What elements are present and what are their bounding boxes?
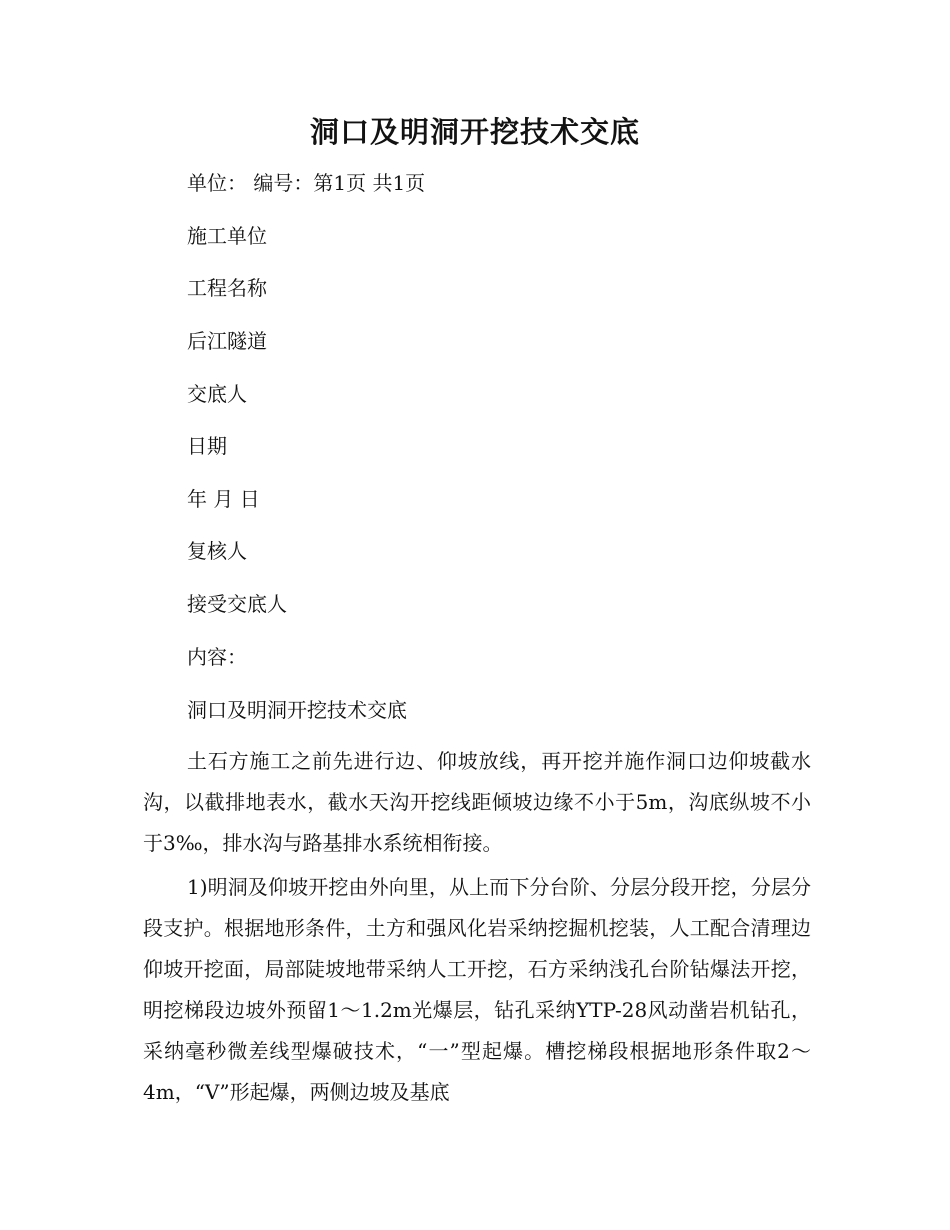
field-construction-unit: 施工单位 <box>187 224 267 248</box>
field-receiver: 接受交底人 <box>187 592 287 616</box>
field-date-value: 年 月 日 <box>187 487 260 511</box>
field-date-label: 日期 <box>187 434 227 458</box>
field-tunnel-name: 后江隧道 <box>187 329 267 353</box>
field-reviewer: 复核人 <box>187 539 247 563</box>
paragraph-drainage: 土石方施工之前先进行边、仰坡放线，再开挖并施作洞口边仰坡截水沟，以截排地表水，截水天沟开挖线距倾坡边缘不小于5m，沟底纵坡不小于3‰，排水沟与路基排水系统相衔接。 <box>143 749 811 855</box>
header-line: 单位： 编号：第1页 共1页 <box>187 171 426 195</box>
document-title: 洞口及明洞开挖技术交底 <box>309 115 640 149</box>
field-content-label: 内容： <box>187 645 247 669</box>
paragraph-excavation: 1)明洞及仰坡开挖由外向里，从上而下分台阶、分层分段开挖，分层分段支护。根据地形条件，土方和强风化岩采纳挖掘机挖装，人工配合清理边仰坡开挖面，局部陡坡地带采纳人工开挖，石方采纳浅孔台阶钻爆法开挖，明挖梯段边坡外预留1～1.2m光爆层，钻孔采纳YTP-28风动凿岩机钻孔，采纳毫秒微差线型爆破技术，“一”型起爆。槽挖梯段根据地形条件取2～4m，“Ⅴ”形起爆，两侧边坡及基底 <box>143 875 811 1104</box>
content-heading: 洞口及明洞开挖技术交底 <box>187 698 407 722</box>
field-presenter: 交底人 <box>187 382 247 406</box>
field-project-name: 工程名称 <box>187 276 267 300</box>
